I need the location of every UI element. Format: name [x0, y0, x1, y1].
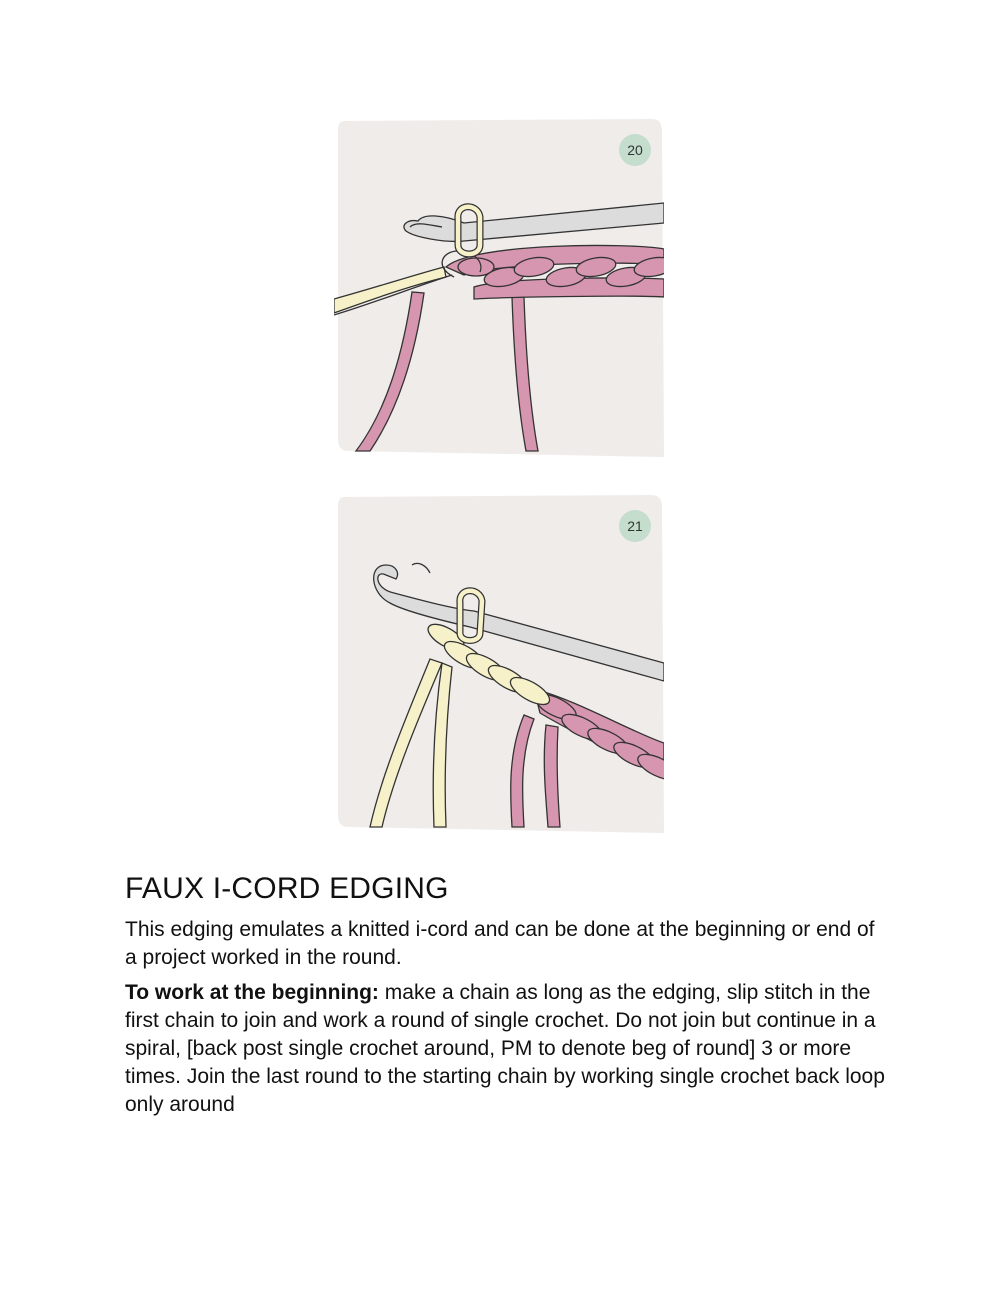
instruction-label: To work at the beginning: [125, 981, 379, 1004]
illustration-step-21 [334, 493, 664, 833]
illustration-step-20 [334, 117, 664, 457]
crochet-diagram-21 [334, 493, 664, 833]
instruction-paragraph [125, 979, 885, 1119]
faux-icord-section [125, 872, 885, 1126]
section-title: FAUX I-CORD EDGING [125, 872, 449, 905]
crochet-diagram-20 [334, 117, 664, 457]
instruction-text: make a chain as long as the edging, slip stitch in the first chain to join and work a round of single crochet. Do not join but continue in a spiral, [back post single crochet around, PM to denote beg of round] 3 or more times. Join the last round to the starting chain by working single crochet back loop only around [125, 981, 885, 1116]
step-number: 21 [627, 518, 643, 534]
step-number: 20 [627, 142, 643, 158]
intro-paragraph: This edging emulates a knitted i-cord and can be done at the beginning or end of a project worked in the round. [125, 918, 875, 969]
